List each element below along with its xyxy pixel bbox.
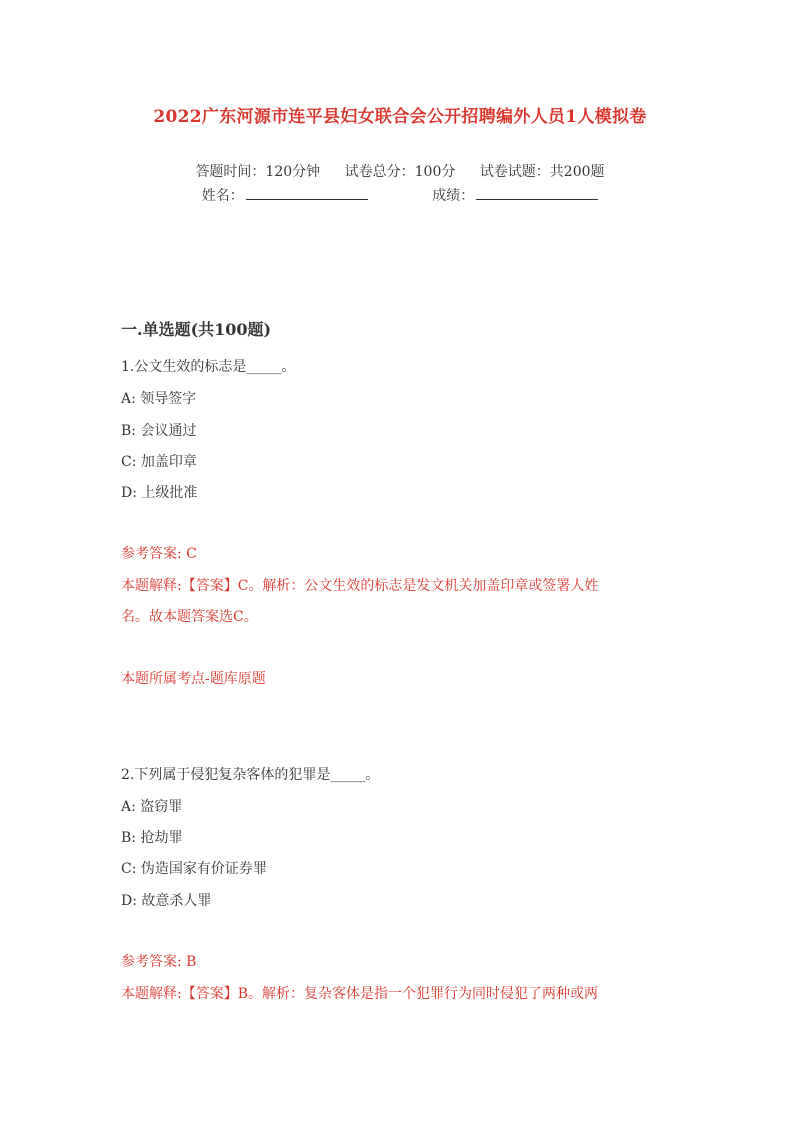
option-b: B: 会议通过: [121, 423, 197, 439]
option-c: C: 伪造国家有价证券罪: [121, 861, 267, 877]
answer: 参考答案: C: [121, 546, 197, 562]
option-a: A: 盗窃罪: [121, 799, 183, 815]
score-field: [432, 185, 598, 205]
exam-time: 答题时间：120分钟: [195, 164, 321, 180]
topic: 本题所属考点-题库原题: [121, 671, 266, 687]
option-a: A: 领导签字: [121, 391, 197, 407]
option-b: B: 抢劫罪: [121, 830, 183, 846]
exam-title: 2022广东河源市连平县妇女联合会公开招聘编外人员1人模拟卷: [153, 107, 647, 127]
name-label: 姓名：: [201, 188, 244, 204]
question-stem: 2.下列属于侵犯复杂客体的犯罪是_____。: [121, 767, 380, 783]
explanation-line: 本题解释:【答案】B。解析：复杂客体是指一个犯罪行为同时侵犯了两种或两: [121, 986, 599, 1002]
option-d: D: 上级批准: [121, 485, 198, 501]
exam-total-score: 试卷总分：100分: [344, 164, 456, 180]
name-field: [202, 185, 368, 205]
exam-question-count: 试卷试题：共200题: [479, 164, 605, 180]
score-label: 成绩：: [432, 188, 475, 204]
explanation-line: 本题解释:【答案】C。解析：公文生效的标志是发文机关加盖印章或签署人姓: [121, 578, 599, 594]
name-blank: [246, 187, 368, 200]
exam-meta-line: [0, 161, 800, 181]
question-stem: 1.公文生效的标志是_____。: [121, 359, 296, 375]
option-d: D: 故意杀人罪: [121, 893, 212, 909]
answer: 参考答案: B: [121, 954, 197, 970]
option-c: C: 加盖印章: [121, 454, 197, 470]
section-title: 一.单选题(共100题): [121, 320, 272, 339]
exam-fill-line: [0, 185, 800, 205]
score-blank: [476, 187, 598, 200]
explanation-line: 名。故本题答案选C。: [121, 609, 258, 625]
